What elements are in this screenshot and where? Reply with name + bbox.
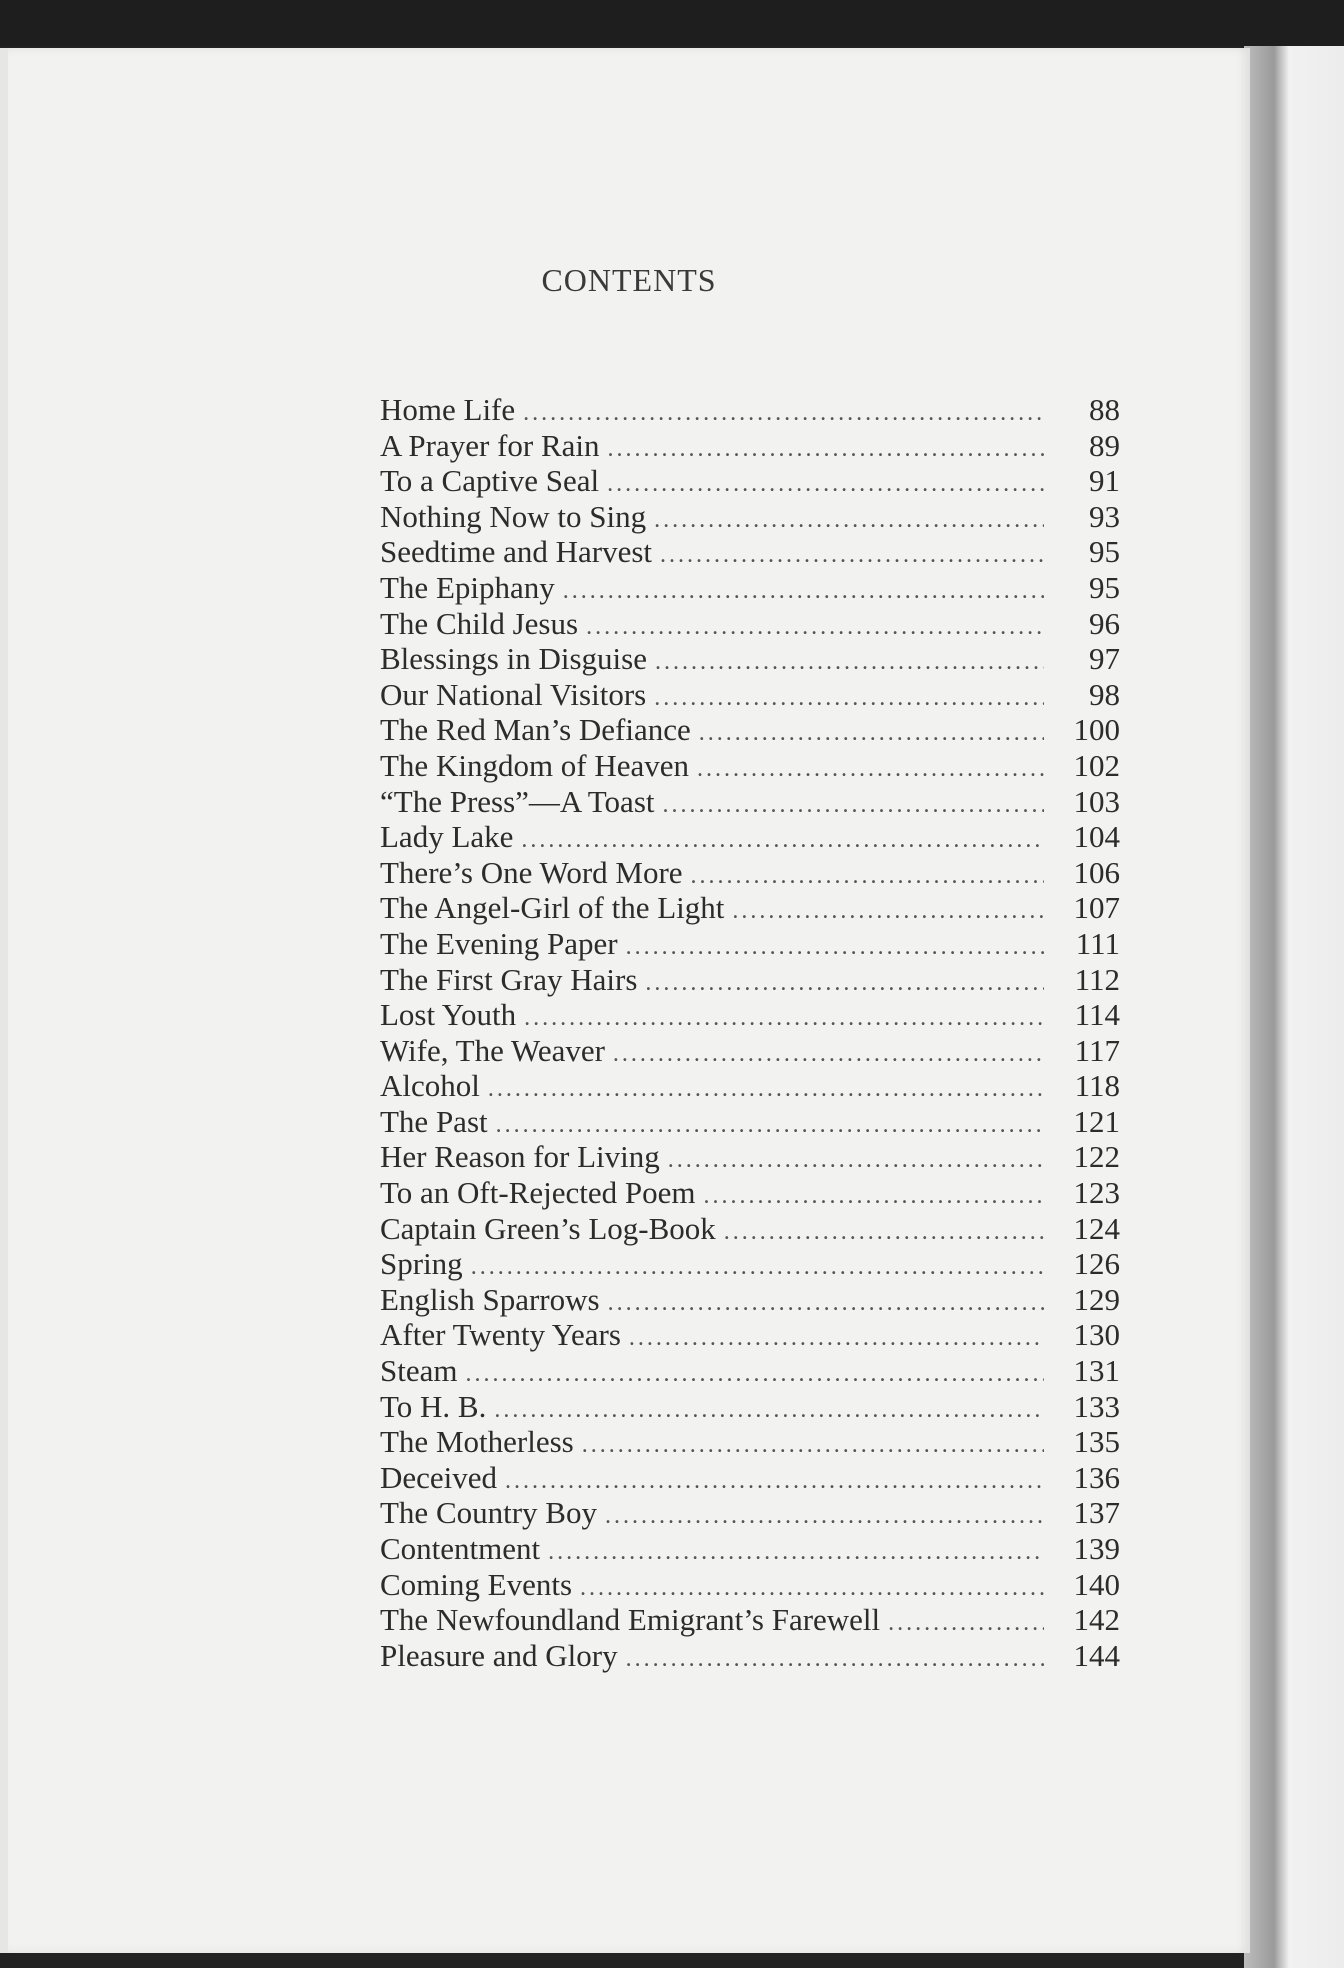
toc-entry-title: The Angel-Girl of the Light (380, 890, 725, 926)
toc-entry-page-number: 103 (1073, 783, 1120, 819)
dot-leader (605, 1503, 1044, 1530)
toc-entry (380, 1033, 1120, 1069)
toc-entry-page-number: 93 (1089, 498, 1120, 534)
dot-leader (613, 1041, 1044, 1068)
toc-entry-title: Nothing Now to Sing (380, 498, 647, 534)
toc-entry (380, 499, 1120, 535)
dot-leader (724, 1219, 1044, 1246)
toc-entry (380, 392, 1120, 428)
dot-leader (703, 1183, 1044, 1210)
dot-leader (580, 1575, 1044, 1602)
toc-entry (380, 1424, 1120, 1460)
toc-entry (380, 712, 1120, 748)
toc-entry-title: To a Captive Seal (380, 463, 600, 499)
toc-entry-title: The Country Boy (380, 1495, 597, 1531)
dot-leader (563, 578, 1044, 605)
toc-entry-title: Coming Events (380, 1566, 573, 1602)
toc-entry (380, 997, 1120, 1033)
toc-entry (380, 1567, 1120, 1603)
toc-entry-title: The Red Man’s Defiance (380, 712, 691, 748)
toc-entry (380, 1389, 1120, 1425)
book-page-edge (1244, 46, 1344, 1968)
toc-entry (380, 1638, 1120, 1674)
toc-entry-title: The Child Jesus (380, 605, 579, 641)
dot-leader (582, 1432, 1044, 1459)
toc-entry-page-number: 111 (1075, 925, 1120, 961)
toc-entry-title: To an Oft-Rejected Poem (380, 1175, 696, 1211)
dot-leader (466, 1361, 1045, 1388)
toc-entry-page-number: 126 (1073, 1246, 1120, 1282)
toc-entry-page-number: 96 (1089, 605, 1120, 641)
toc-entry-page-number: 118 (1074, 1068, 1120, 1104)
toc-entry-title: “The Press”—A Toast (380, 783, 655, 819)
toc-entry-page-number: 133 (1073, 1388, 1120, 1424)
toc-entry-page-number: 129 (1073, 1281, 1120, 1317)
toc-entry-page-number: 135 (1073, 1424, 1120, 1460)
toc-entry-title: There’s One Word More (380, 854, 683, 890)
toc-entry-page-number: 139 (1073, 1531, 1120, 1566)
toc-entry-title: Wife, The Weaver (380, 1032, 605, 1068)
toc-entry (380, 1139, 1120, 1175)
toc-entry (380, 1317, 1120, 1353)
toc-entry-page-number: 95 (1089, 569, 1120, 605)
toc-entry (380, 819, 1120, 855)
toc-entry-title: The Past (380, 1103, 488, 1139)
toc-entry (380, 1175, 1120, 1211)
toc-entry (380, 1602, 1120, 1638)
toc-entry-page-number: 106 (1073, 854, 1120, 890)
toc-entry-page-number: 102 (1073, 747, 1120, 783)
dot-leader (732, 898, 1044, 925)
dot-leader (586, 614, 1044, 641)
toc-entry-title: Pleasure and Glory (380, 1637, 618, 1673)
toc-entry-title: Spring (380, 1246, 463, 1282)
toc-entry (380, 1460, 1120, 1496)
dot-leader (608, 1290, 1044, 1317)
page-title: CONTENTS (541, 262, 717, 298)
toc-entry (380, 1068, 1120, 1104)
toc-entry-title: Blessings in Disguise (380, 641, 647, 677)
toc-entry-title: Contentment (380, 1531, 541, 1566)
toc-entry-title: After Twenty Years (380, 1317, 621, 1353)
dot-leader (699, 720, 1044, 747)
toc-entry-title: The Newfoundland Emigrant’s Farewell (380, 1602, 881, 1638)
toc-entry (380, 926, 1120, 962)
toc-entry (380, 606, 1120, 642)
toc-entry-page-number: 104 (1073, 819, 1120, 855)
toc-entry (380, 1282, 1120, 1318)
toc-entry-title: Captain Green’s Log-Book (380, 1210, 716, 1246)
toc-entry-page-number: 122 (1073, 1139, 1120, 1175)
dot-leader (654, 685, 1044, 712)
toc-entry-page-number: 117 (1074, 1032, 1120, 1068)
dot-leader (521, 827, 1044, 854)
toc-entry-title: The Epiphany (380, 569, 555, 605)
toc-entry (380, 855, 1120, 891)
toc-entry-page-number: 97 (1089, 641, 1120, 677)
dot-leader (607, 471, 1044, 498)
dot-leader (697, 756, 1044, 783)
toc-entry-page-number: 140 (1073, 1566, 1120, 1602)
toc-entry-title: The First Gray Hairs (380, 961, 638, 997)
toc-entry (380, 962, 1120, 998)
toc-entry-title: To H. B. (380, 1388, 487, 1424)
dot-leader (494, 1397, 1044, 1424)
toc-entry (380, 463, 1120, 499)
dot-leader (471, 1254, 1044, 1281)
dot-leader (548, 1539, 1044, 1566)
toc-entry-page-number: 136 (1073, 1459, 1120, 1495)
toc-entry-title: English Sparrows (380, 1281, 600, 1317)
toc-entry (380, 677, 1120, 713)
toc-entry-page-number: 123 (1073, 1175, 1120, 1211)
toc-entry-title: Our National Visitors (380, 676, 647, 712)
toc-entry-title: Lost Youth (380, 997, 517, 1033)
toc-entry-title: Steam (380, 1353, 458, 1389)
toc-entry-title: Alcohol (380, 1068, 480, 1104)
dot-leader (629, 1325, 1044, 1352)
toc-entry (380, 641, 1120, 677)
scan-top-border (0, 0, 1344, 46)
toc-entry-title: Lady Lake (380, 819, 514, 855)
toc-entry (380, 570, 1120, 606)
dot-leader (523, 400, 1044, 427)
toc-entry-title: A Prayer for Rain (380, 427, 600, 463)
toc-entry-title: Her Reason for Living (380, 1139, 660, 1175)
toc-entry-page-number: 95 (1089, 534, 1120, 570)
toc-entry (380, 748, 1120, 784)
toc-entry (380, 428, 1120, 464)
toc-entry-page-number: 144 (1073, 1637, 1120, 1673)
dot-leader (645, 970, 1044, 997)
dot-leader (888, 1610, 1044, 1637)
dot-leader (488, 1076, 1044, 1103)
toc-entry-page-number: 114 (1074, 997, 1120, 1033)
toc-entry-title: Deceived (380, 1459, 498, 1495)
dot-leader (655, 649, 1044, 676)
toc-entry (380, 1246, 1120, 1282)
toc-entry (380, 534, 1120, 570)
dot-leader (668, 1147, 1044, 1174)
toc-entry-page-number: 121 (1073, 1103, 1120, 1139)
dot-leader (496, 1112, 1044, 1139)
toc-entry-title: The Motherless (380, 1424, 574, 1460)
toc-entry-title: The Evening Paper (380, 925, 618, 961)
toc-entry-page-number: 130 (1073, 1317, 1120, 1353)
toc-entry (380, 1104, 1120, 1140)
toc-entry (380, 1531, 1120, 1567)
toc-entry-page-number: 100 (1073, 712, 1120, 748)
dot-leader (691, 863, 1044, 890)
toc-entry (380, 890, 1120, 926)
toc-entry-page-number: 89 (1089, 427, 1120, 463)
toc-entry-page-number: 131 (1073, 1353, 1120, 1389)
toc-entry-page-number: 124 (1073, 1210, 1120, 1246)
toc-entry-page-number: 88 (1089, 392, 1120, 427)
toc-entry-title: The Kingdom of Heaven (380, 747, 690, 783)
toc-entry (380, 784, 1120, 820)
toc-entry-page-number: 142 (1073, 1602, 1120, 1638)
toc-entry-title: Home Life (380, 392, 516, 427)
dot-leader (505, 1468, 1044, 1495)
toc-entry (380, 1353, 1120, 1389)
toc-entry-title: Seedtime and Harvest (380, 534, 653, 570)
toc-entry-page-number: 107 (1073, 890, 1120, 926)
dot-leader (660, 542, 1044, 569)
page-sheet (0, 48, 1250, 1953)
dot-leader (524, 1005, 1044, 1032)
toc-entry-page-number: 137 (1073, 1495, 1120, 1531)
toc-entry-page-number: 112 (1074, 961, 1120, 997)
dot-leader (654, 507, 1044, 534)
toc-entry (380, 1495, 1120, 1531)
dot-leader (608, 436, 1044, 463)
dot-leader (626, 1646, 1044, 1673)
toc-entry-page-number: 91 (1089, 463, 1120, 499)
toc-entry (380, 1211, 1120, 1247)
toc-entry-page-number: 98 (1089, 676, 1120, 712)
table-of-contents (380, 392, 1120, 1673)
dot-leader (663, 792, 1045, 819)
dot-leader (626, 934, 1044, 961)
